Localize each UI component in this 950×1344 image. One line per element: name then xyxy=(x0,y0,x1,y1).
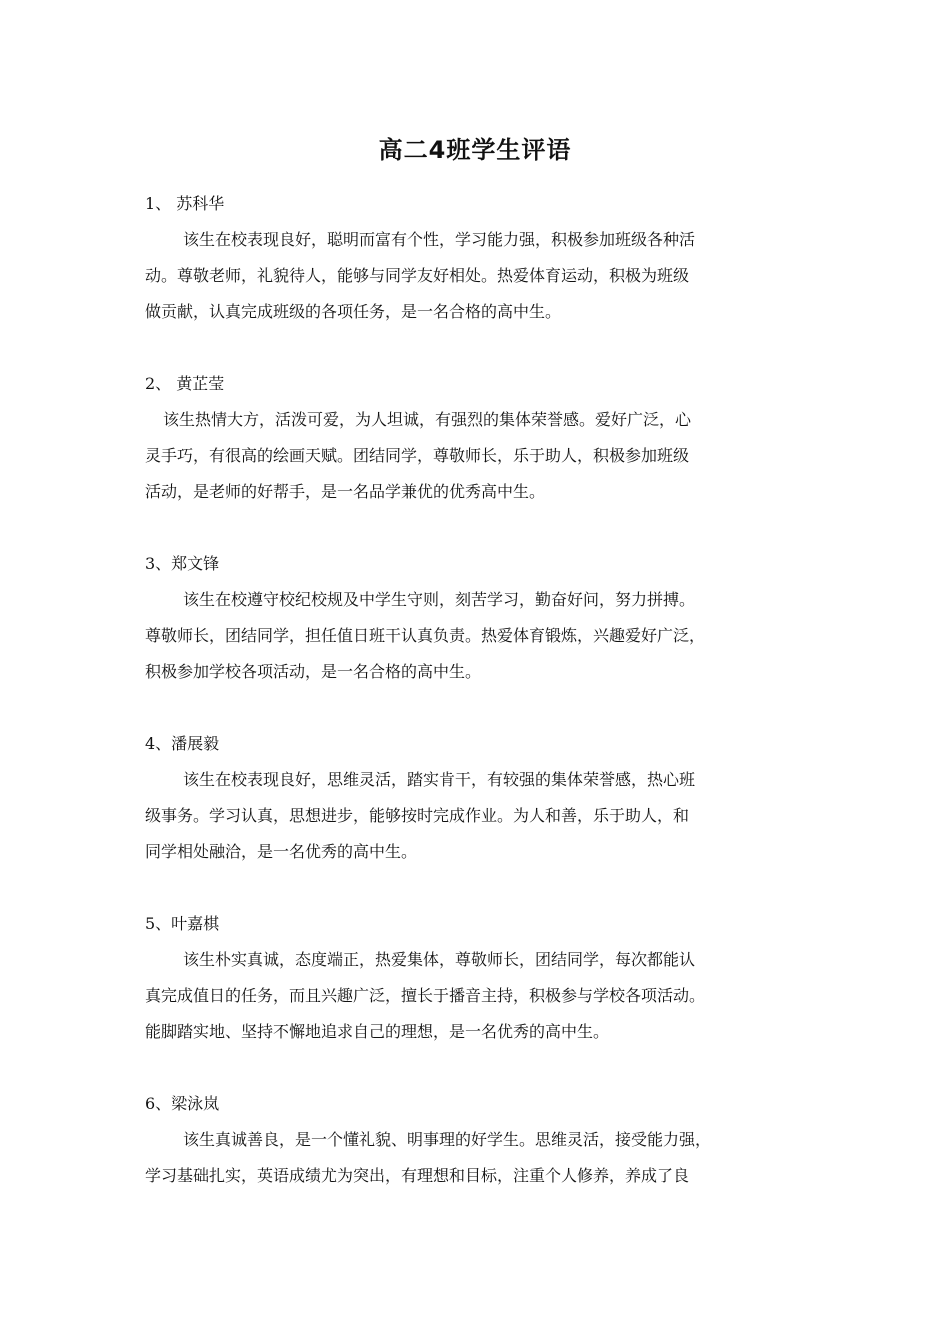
comment-line: 该生在校表现良好，聪明而富有个性，学习能力强，积极参加班级各种活 xyxy=(183,230,696,249)
comment-line: 活动，是老师的好帮手，是一名品学兼优的优秀高中生。 xyxy=(145,482,546,501)
student-heading: 1、 苏科华 xyxy=(145,194,225,213)
comment-entry-1 xyxy=(145,186,825,330)
comment-entry-2 xyxy=(145,366,825,510)
student-heading: 2、 黄芷莹 xyxy=(145,374,225,393)
comment-line: 做贡献，认真完成班级的各项任务，是一名合格的高中生。 xyxy=(145,302,562,321)
student-heading: 5、叶嘉棋 xyxy=(145,914,220,933)
comment-text xyxy=(145,762,825,870)
document-title: 高二4班学生评语 xyxy=(378,136,572,164)
comment-line: 真完成值日的任务，而且兴趣广泛，擅长于播音主持，积极参与学校各项活动。 xyxy=(145,986,706,1005)
comment-text xyxy=(145,942,825,1050)
comment-text xyxy=(145,1122,825,1194)
student-heading: 3、郑文锋 xyxy=(145,554,220,573)
comment-text xyxy=(145,402,825,510)
comment-line: 动。尊敬老师，礼貌待人，能够与同学友好相处。热爱体育运动，积极为班级 xyxy=(145,266,690,285)
comment-line: 该生热情大方，活泼可爱，为人坦诚，有强烈的集体荣誉感。爱好广泛，心 xyxy=(163,410,692,429)
comment-line: 该生朴实真诚，态度端正，热爱集体，尊敬师长，团结同学，每次都能认 xyxy=(183,950,696,969)
comment-entry-6 xyxy=(145,1086,825,1194)
comment-line: 学习基础扎实，英语成绩尤为突出，有理想和目标，注重个人修养，养成了良 xyxy=(145,1166,690,1185)
comment-line: 该生在校遵守校纪校规及中学生守则，刻苦学习，勤奋好问，努力拼搏。 xyxy=(183,590,696,609)
comment-line: 积极参加学校各项活动，是一名合格的高中生。 xyxy=(145,662,482,681)
student-heading: 6、梁泳岚 xyxy=(145,1094,220,1113)
comment-line: 同学相处融洽，是一名优秀的高中生。 xyxy=(145,842,418,861)
comment-entry-5 xyxy=(145,906,825,1050)
comment-line: 级事务。学习认真，思想进步，能够按时完成作业。为人和善，乐于助人，和 xyxy=(145,806,690,825)
student-heading: 4、潘展毅 xyxy=(145,734,220,753)
comment-line: 该生在校表现良好，思维灵活，踏实肯干，有较强的集体荣誉感，热心班 xyxy=(183,770,696,789)
comment-list xyxy=(145,186,825,1194)
comment-text xyxy=(145,222,825,330)
comment-line: 尊敬师长，团结同学，担任值日班干认真负责。热爱体育锻炼，兴趣爱好广泛， xyxy=(145,626,706,645)
comment-line: 该生真诚善良，是一个懂礼貌、明事理的好学生。思维灵活，接受能力强， xyxy=(183,1130,712,1149)
comment-line: 能脚踏实地、坚持不懈地追求自己的理想，是一名优秀的高中生。 xyxy=(145,1022,610,1041)
comment-text xyxy=(145,582,825,690)
comment-entry-3 xyxy=(145,546,825,690)
comment-line: 灵手巧，有很高的绘画天赋。团结同学，尊敬师长，乐于助人，积极参加班级 xyxy=(145,446,690,465)
comment-entry-4 xyxy=(145,726,825,870)
